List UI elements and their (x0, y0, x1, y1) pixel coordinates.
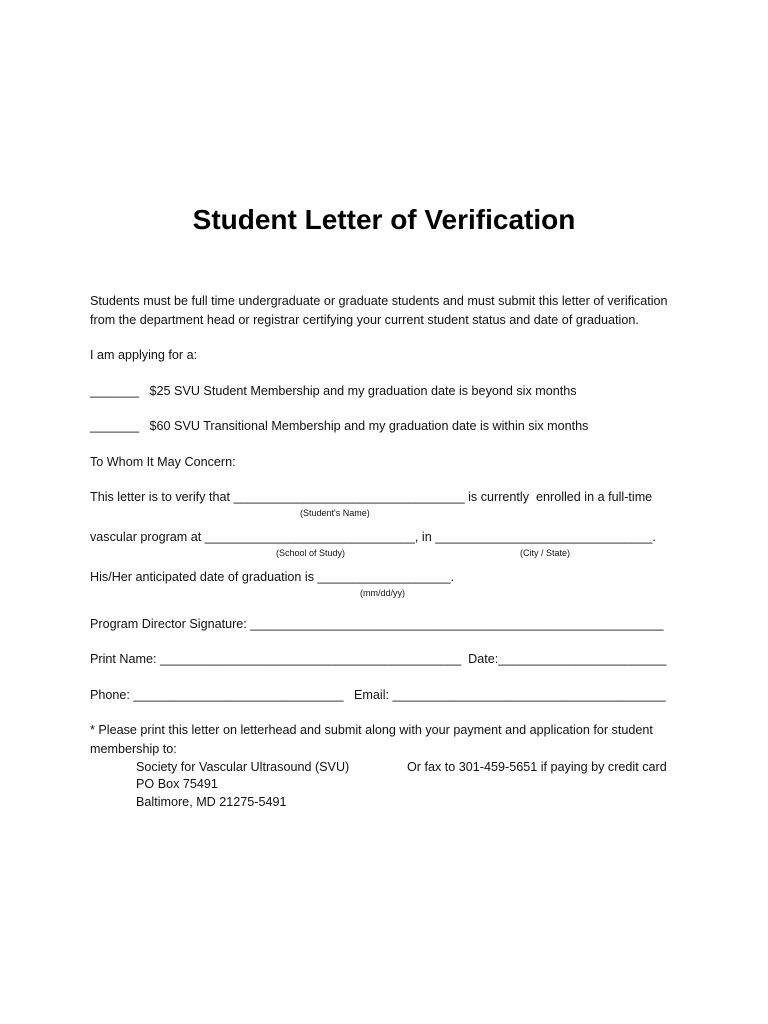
date-format-caption: (mm/dd/yy) (360, 588, 405, 598)
intro-line-1: Students must be full time undergraduate or graduate students and must submit this letter of verification (90, 294, 668, 308)
verify-line: This letter is to verify that _________________________________ is currently enrolled in a full-time (90, 490, 653, 504)
applying-for-label: I am applying for a: (90, 348, 198, 362)
fax-note: Or fax to 301-459-5651 if paying by credit card (407, 760, 667, 774)
address-org: Society for Vascular Ultrasound (SVU) (136, 760, 350, 774)
student-name-caption: (Student's Name) (300, 508, 370, 518)
option-text: $60 SVU Transitional Membership and my graduation date is within six months (149, 419, 589, 433)
page-title: Student Letter of Verification (192, 204, 576, 235)
option-text: $25 SVU Student Membership and my graduation date is beyond six months (149, 384, 577, 398)
address-box: PO Box 75491 (136, 777, 218, 791)
option-student-membership (90, 384, 577, 399)
graduation-line: His/Her anticipated date of graduation is ___________________. (90, 570, 455, 584)
option-blank: _______ (90, 419, 140, 433)
signature-line: Program Director Signature: ___________________________________________________________ (90, 617, 664, 631)
program-line: vascular program at ______________________________, in _______________________________. (90, 530, 656, 544)
note-line-2: membership to: (90, 742, 177, 756)
salutation: To Whom It May Concern: (90, 455, 236, 469)
option-transitional-membership (90, 419, 588, 434)
address-city: Baltimore, MD 21275-5491 (136, 795, 287, 809)
school-caption: (School of Study) (276, 548, 346, 558)
city-state-caption: (City / State) (520, 548, 571, 558)
intro-line-2: from the department head or registrar certifying your current student status and date of graduation. (90, 313, 639, 327)
phone-email-line: Phone: ______________________________ Email: _______________________________________ (90, 688, 666, 702)
option-blank: _______ (90, 384, 140, 398)
note-line-1: * Please print this letter on letterhead and submit along with your payment and application for student (90, 723, 653, 737)
print-name-date-line: Print Name: ___________________________________________ Date:________________________ (90, 652, 667, 666)
